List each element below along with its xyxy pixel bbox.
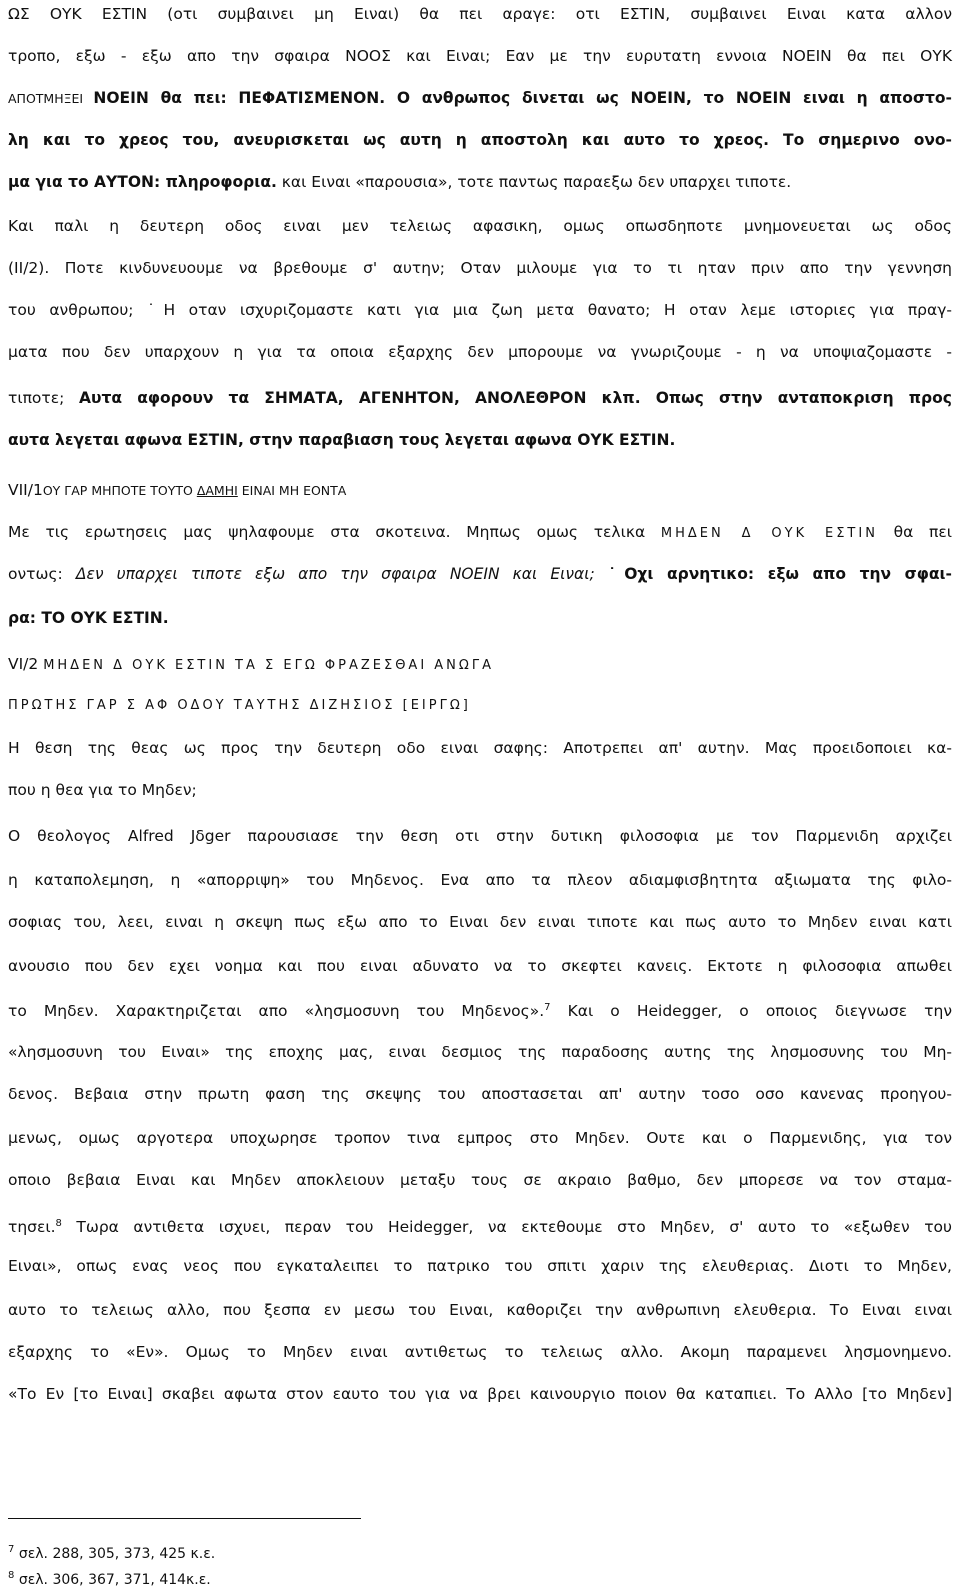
- text-line: αυτα λεγεται αφωνα ΕΣΤΙΝ, στην παραβιαση τους λεγεται αφωνα ΟΥΚ ΕΣΤΙΝ.: [8, 431, 676, 449]
- text-line: ΑΠΟΤΜΗΞΕΙ ΝΟΕΙΝ θα πει: ΠΕΦΑΤΙΣΜΕΝΟΝ. Ο ανθρωπος δινεται ως ΝΟΕΙΝ, το ΝΟΕΙΝ ειναι η αποστο-: [8, 89, 952, 107]
- text-line: ρα: ΤΟ ΟΥΚ ΕΣΤΙΝ.: [8, 609, 169, 627]
- text-line: ματα που δεν υπαρχουν η για τα οποια εξαρχης δεν μπορουμε να γνωριζουμε - η να υποψιαζομαστε -: [8, 343, 952, 361]
- footnote-divider: [8, 1518, 361, 1519]
- text-line: Με τις ερωτησεις μας ψηλαφουμε στα σκοτεινα. Μηπως ομως τελικα ΜΗΔΕΝ Δ ΟΥΚ ΕΣΤΙΝ θα πει: [8, 523, 952, 541]
- text-line: σοφιας του, λεει, ειναι η σκεψη πως εξω απο το Ειναι δεν ειναι τιποτε και πως αυτο το Μηδεν ειναι κατι: [8, 913, 952, 931]
- text-line: Και παλι η δευτερη οδος ειναι μεν τελειως αφασικη, ομως οπωσδηποτε μνημονευεται ως οδος: [8, 217, 952, 235]
- footnote-ref[interactable]: 8: [55, 1218, 62, 1229]
- text-line: ανουσιο που δεν εχει νοημα και που ειναι αδυνατο να το σκεφτει κανεις. Εκτοτε η φιλοσοφια απωθει: [8, 957, 952, 975]
- text-line: μα για το ΑΥΤΟΝ: πληροφορια. και Ειναι «παρουσια», τοτε παντως παραεξω δεν υπαρχει τιποτε.: [8, 173, 792, 191]
- text-line: τησει.$^8$ Τωρα αντιθετα ισχυει, περαν του Heidegger, να εκτεθουμε στο Μηδεν, σ' αυτο το «εξωθεν του: [8, 1218, 952, 1236]
- text-line: (ΙΙ/2). Ποτε κινδυνευουμε να βρεθουμε σ' αυτην; Οταν μιλουμε για το τι ηταν πριν απο την γεννηση: [8, 259, 952, 277]
- text-line: τιποτε; Αυτα αφορουν τα ΣΗΜΑΤΑ, ΑΓΕΝΗΤΟΝ, ΑΝΟΛΕΘΡΟΝ κλπ. Οπως στην ανταποκριση προς: [8, 389, 952, 407]
- text-line: τροπο, εξω - εξω απο την σφαιρα ΝΟΟΣ και Ειναι; Εαν με την ευρυτατη εννοια ΝΟΕΙΝ θα πει ΟΥΚ: [8, 47, 952, 65]
- quote-line: ΠΡΩΤΗΣ ΓΑΡ Σ ΑΦ ΟΔΟΥ ΤΑΥΤΗΣ ΔΙΖΗΣΙΟΣ [ΕΙΡΓΩ]: [8, 698, 471, 713]
- text-line: λη και το χρεος του, ανευρισκεται ως αυτη η αποστολη και αυτο το χρεος. Το σημερινο ονο-: [8, 131, 952, 149]
- text-line: Ειναι», οπως ενας νεος που εγκαταλειπει το πατρικο του σπιτι χαριν της ελευθεριας. Διοτι το Μηδεν,: [8, 1257, 952, 1275]
- text-line: μενως, ομως αργοτερα υποχωρησε τροπον τινα εμπρος στο Μηδεν. Ουτε και ο Παρμενιδης, για τον: [8, 1129, 952, 1147]
- text-line: η καταπολεμηση, η «απορριψη» του Μηδενος. Ενα απο τα πλεον αδιαμφισβητητα αξιωματα της φιλο-: [8, 871, 952, 889]
- quote-line: VI/2 ΜΗΔΕΝ Δ ΟΥΚ ΕΣΤΙΝ ΤΑ Σ ΕΓΩ ΦΡΑΖΕΣΘΑΙ ΑΝΩΓΑ: [8, 655, 494, 673]
- quote-line: VII/1ΟΥ ΓΑΡ ΜΗΠΟΤΕ ΤΟΥΤΟ ΔΑΜΗΙ ΕΙΝΑΙ ΜΗ ΕΟΝΤΑ: [8, 481, 347, 499]
- text-line: Η θεση της θεας ως προς την δευτερη οδο ειναι σαφης: Αποτρεπει απ' αυτην. Μας προειδοποιει κα-: [8, 739, 952, 757]
- footnote: $^8$ σελ. 306, 367, 371, 414κ.ε.: [8, 1570, 211, 1588]
- text-line: Ο θεολογος Alfred Jδger παρουσιασε την θεση οτι στην δυτικη φιλοσοφια με τον Παρμενιδη αρχιζει: [8, 827, 952, 845]
- text-line: οποιο βεβαια Ειναι και Μηδεν αποκλειουν μεταξυ τους σε ακραιο βαθμο, δεν μπορεσε να τον σταμα-: [8, 1171, 952, 1189]
- text-line: που η θεα για το Μηδεν;: [8, 781, 197, 799]
- footnote-ref[interactable]: 7: [544, 1002, 551, 1013]
- text-line: δενος. Βεβαια στην πρωτη φαση της σκεψης του αποστασεται απ' αυτην τοσο οσο κανενας προηγου-: [8, 1085, 952, 1103]
- text-line: αυτο το τελειως αλλο, που ξεσπα εν μεσω του Ειναι, καθοριζει την ανθρωπινη ελευθερια. Το Ειναι ειναι: [8, 1301, 952, 1319]
- text-line: το Μηδεν. Χαρακτηριζεται απο «λησμοσυνη του Μηδενος».$^7$ Και ο Heidegger, ο οποιος διεγνωσε την: [8, 1002, 952, 1020]
- text-line: του ανθρωπου; ˙Η οταν ισχυριζομαστε κατι για μια ζωη μετα θανατο; Η οταν λεμε ιστοριες για πραγ-: [8, 301, 952, 319]
- text-line: εξαρχης το «Εν». Ομως το Μηδεν ειναι αντιθετως το τελειως αλλο. Ακομη παραμενει λησμονημενο.: [8, 1343, 952, 1361]
- footnote: $^7$ σελ. 288, 305, 373, 425 κ.ε.: [8, 1544, 216, 1562]
- text-line: «Το Εν [το Ειναι] σκαβει αφωτα στον εαυτο του για να βρει καινουργιο ποιον θα καταπιει. Το Αλλο [το Μηδεν]: [8, 1385, 952, 1403]
- text-line: «λησμοσυνη του Ειναι» της εποχης μας, ειναι δεσμιος της παραδοσης αυτης της λησμοσυνης του Μη-: [8, 1043, 952, 1061]
- text-line: οντως: Δεν υπαρχει τιποτε εξω απο την σφαιρα ΝΟΕΙΝ και Ειναι; ˙Οχι αρνητικο: εξω απο την σφαι-: [8, 565, 952, 583]
- text-line: ΩΣ ΟΥΚ ΕΣΤΙΝ (οτι συμβαινει μη Ειναι) θα πει αραγε: οτι ΕΣΤΙΝ, συμβαινει Ειναι κατα αλλον: [8, 5, 952, 23]
